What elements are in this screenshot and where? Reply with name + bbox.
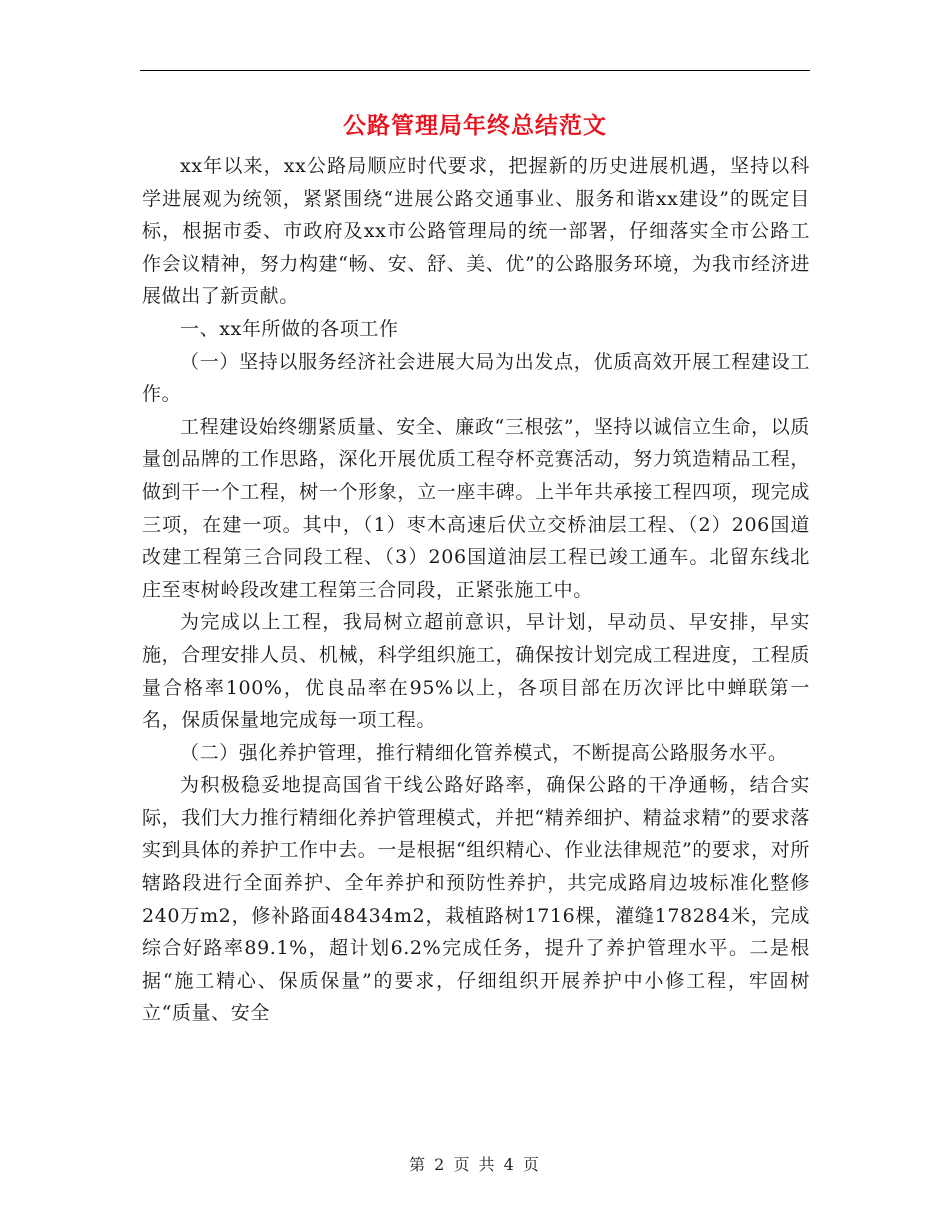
paragraph-maintenance: 为积极稳妥地提高国省干线公路好路率，确保公路的干净通畅，结合实际，我们大力推行精细化养护管理模式，并把“精养细护、精益求精”的要求落实到具体的养护工作中去。一是根据“组织精心、作业法律规范”的要求，对所辖路段进行全面养护、全年养护和预防性养护，共完成路肩边坡标准化整修240万m2，修补路面48434m2，栽植路树1716棵，灌缝178284米，完成综合好路率89.1%，超计划6.2%完成任务，提升了养护管理水平。二是根据“施工精心、保质保量”的要求，仔细组织开展养护中小修工程，牢固树立“质量、安全 xyxy=(142,774,810,1025)
header-rule xyxy=(140,70,810,71)
section-heading-1: 一、xx年所做的各项工作 xyxy=(180,317,399,340)
paragraph-engineering: 工程建设始终绷紧质量、安全、廉政“三根弦”，坚持以诚信立生命，以质量创品牌的工作思路，深化开展优质工程夺杯竞赛活动，努力筑造精品工程，做到干一个工程，树一个形象，立一座丰碑。上半年共承接工程四项，现完成三项，在建一项。其中，（1）枣木高速后伏立交桥油层工程、（2）206国道改建工程第三合同段工程、（3）206国道油层工程已竣工通车。北留东线北庄至枣树岭段改建工程第三合同段，正紧张施工中。 xyxy=(142,415,810,601)
paragraph-completion: 为完成以上工程，我局树立超前意识，早计划，早动员、早安排，早实施，合理安排人员、机械，科学组织施工，确保按计划完成工程进度，工程质量合格率100%，优良品率在95%以上，各项目部在历次评比中蝉联第一名，保质保量地完成每一项工程。 xyxy=(142,611,810,732)
paragraph-intro: xx年以来，xx公路局顺应时代要求，把握新的历史进展机遇，坚持以科学进展观为统领，紧紧围绕“进展公路交通事业、服务和谐xx建设”的既定目标，根据市委、市政府及xx市公路管理局的统一部署，仔细落实全市公路工作会议精神，努力构建“畅、安、舒、美、优”的公路服务环境，为我市经济进展做出了新贡献。 xyxy=(142,155,810,308)
document-body xyxy=(142,150,810,1030)
subsection-heading-2: （二）强化养护管理，推行精细化管养模式，不断提高公路服务水平。 xyxy=(180,741,788,764)
page-footer: 第 2 页 共 4 页 xyxy=(409,1155,541,1174)
subsection-heading-1: （一）坚持以服务经济社会进展大局为出发点，优质高效开展工程建设工作。 xyxy=(142,350,810,406)
document-title: 公路管理局年终总结范文 xyxy=(343,112,607,139)
